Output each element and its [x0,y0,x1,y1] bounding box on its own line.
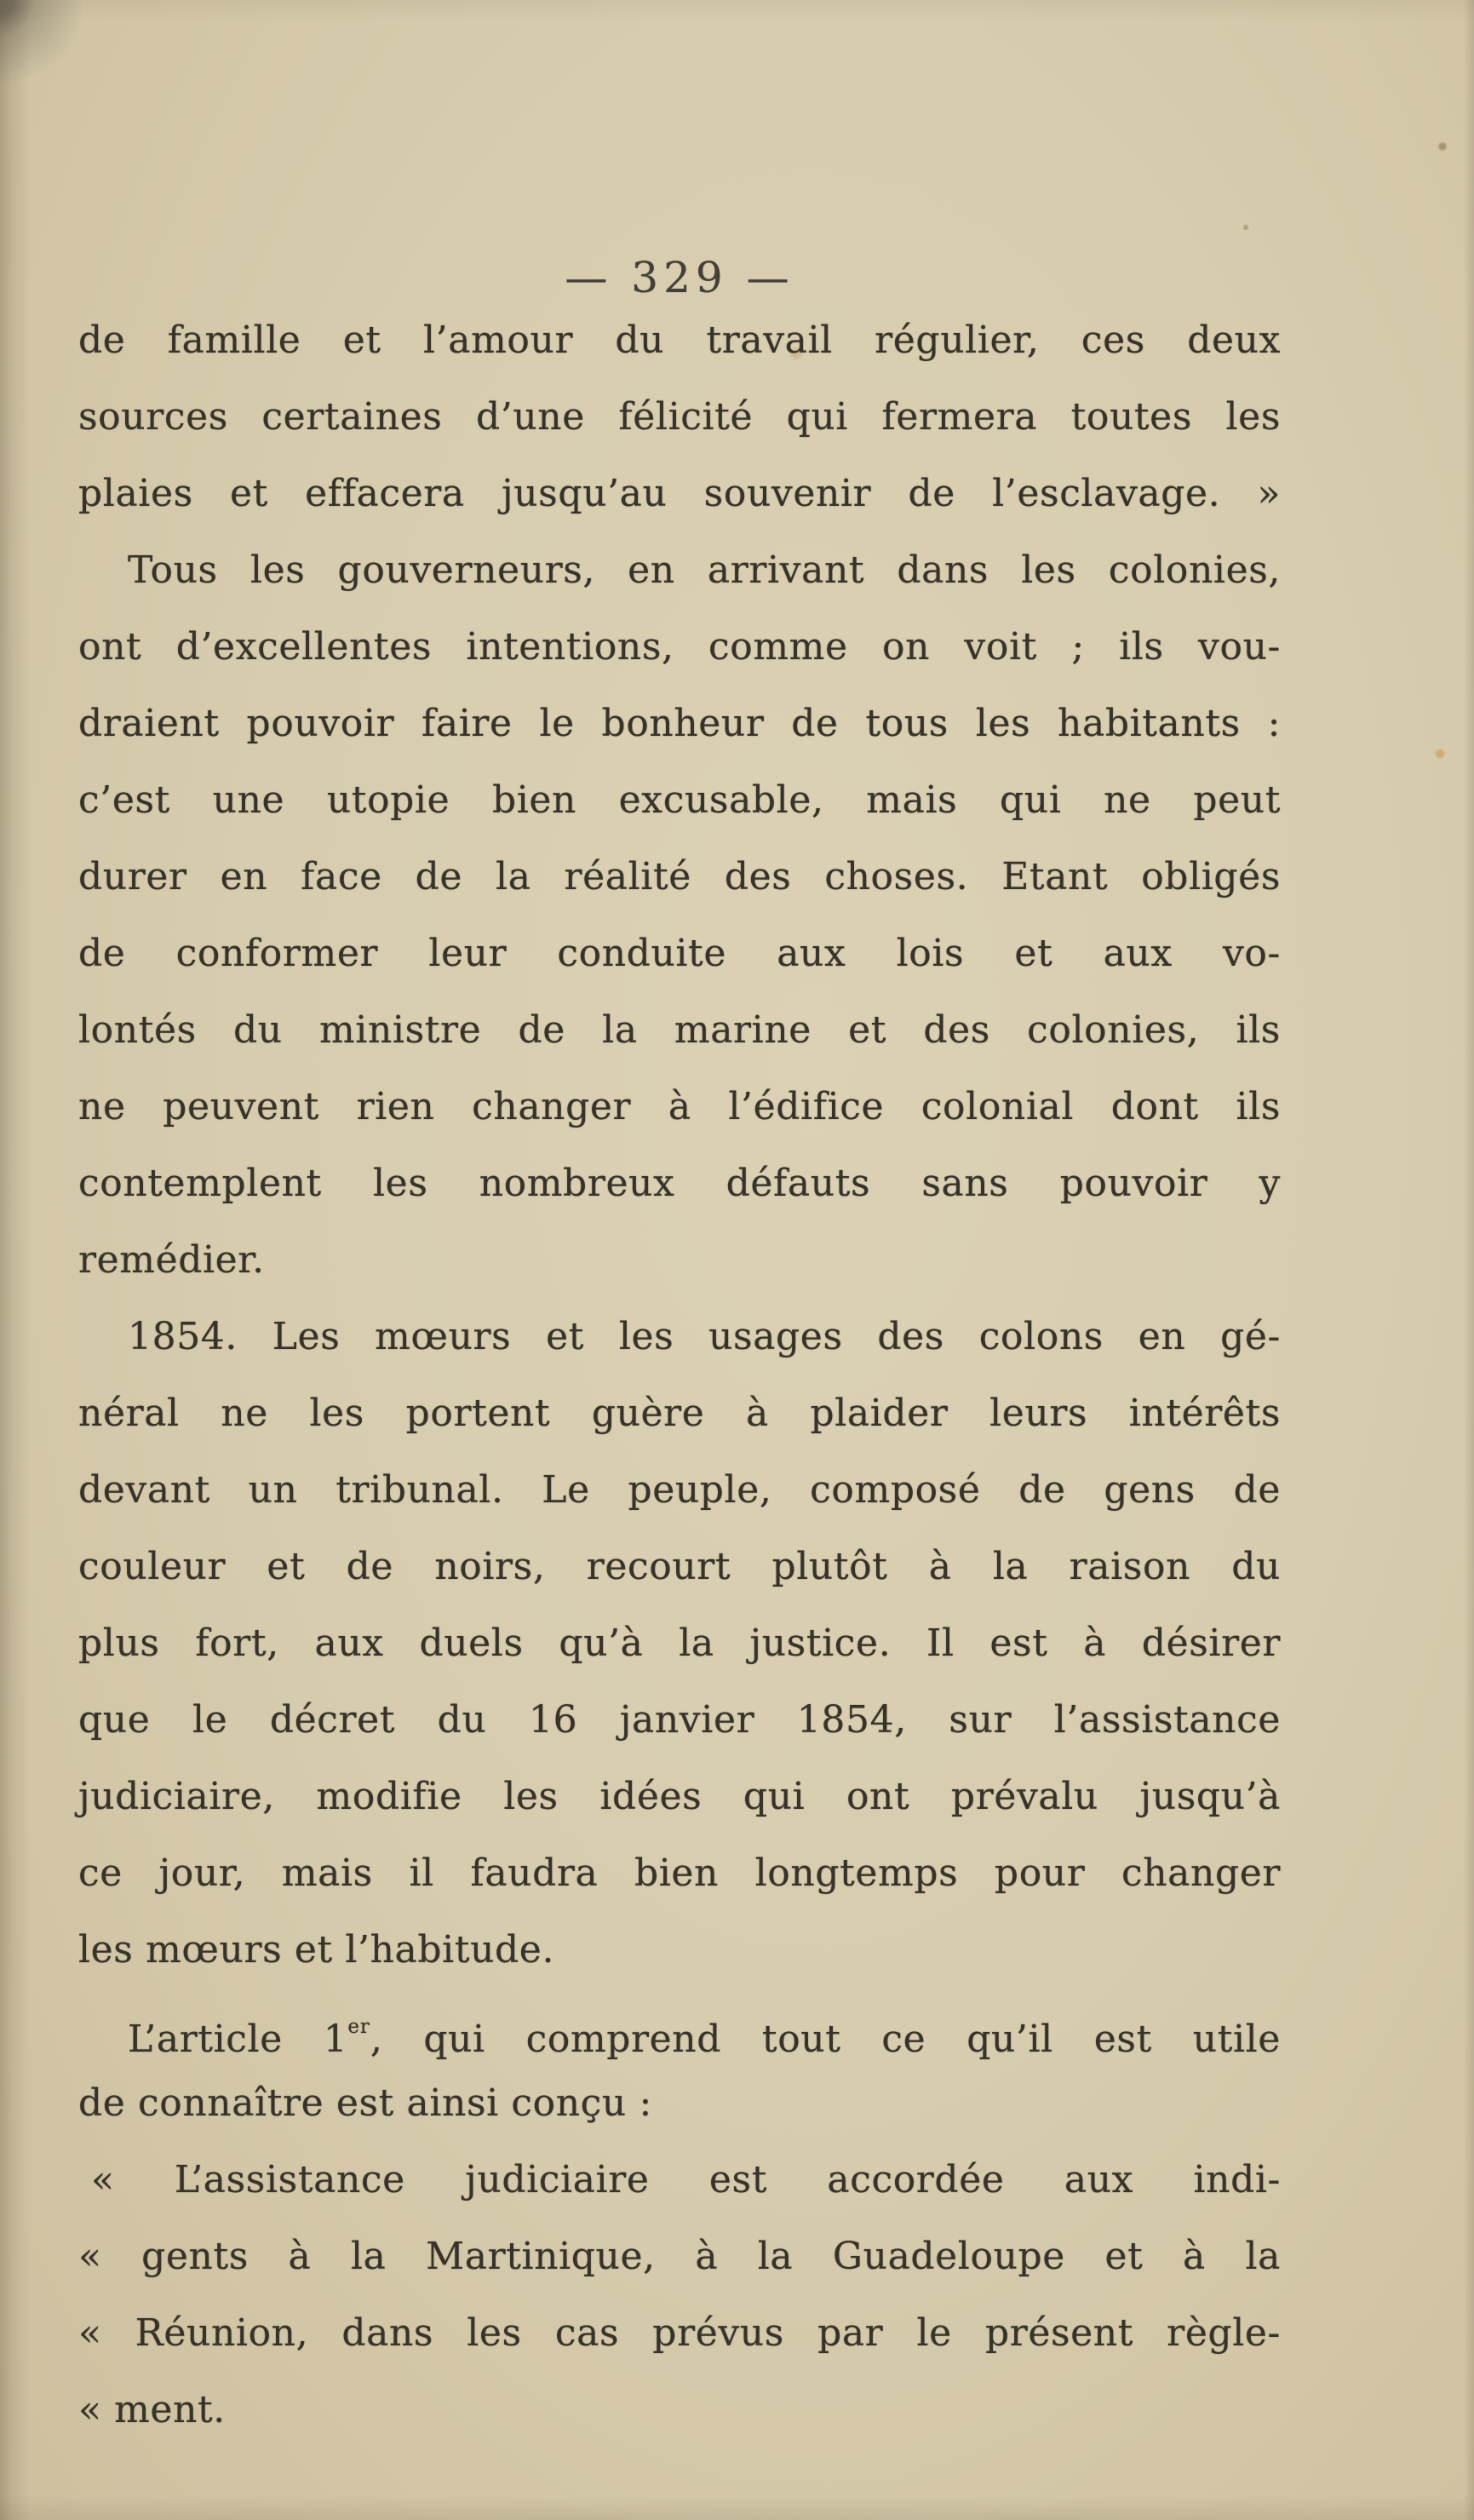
text-line: judiciaire, modifie les idées qui ont prévalu jusqu’à [78,1775,1281,1818]
text-line: c’est une utopie bien excusable, mais qui ne peut [78,778,1281,822]
text-line: contemplent les nombreux défauts sans pouvoir y [78,1162,1281,1205]
text-line: « ment. [78,2388,226,2431]
text-line: lontés du ministre de la marine et des colonies, ils [78,1008,1281,1052]
text-line: de conformer leur conduite aux lois et aux vo- [78,932,1281,975]
text-line: ce jour, mais il faudra bien longtemps pour changer [78,1851,1281,1895]
text-line: « L’assistance judiciaire est accordée aux indi- [91,2158,1281,2201]
text-line: de connaître est ainsi conçu : [78,2081,652,2125]
text-line: ne peuvent rien changer à l’édifice colonial dont ils [78,1085,1281,1128]
text-line: draient pouvoir faire le bonheur de tous les habitants : [78,702,1281,745]
page-text [78,302,1281,2448]
text-line: sources certaines d’une félicité qui fermera toutes les [78,395,1281,439]
text-line: 1854. Les mœurs et les usages des colons en gé- [128,1315,1281,1358]
text-line: néral ne les portent guère à plaider leurs intérêts [78,1392,1281,1435]
text-line: durer en face de la réalité des choses. Etant obligés [78,855,1281,898]
text-line: les mœurs et l’habitude. [78,1928,555,1972]
text-line: devant un tribunal. Le peuple, composé de gens de [78,1468,1281,1512]
text-line: L’article 1er, qui comprend tout ce qu’il est utile [128,2016,1281,2061]
text-line: ont d’excellentes intentions, comme on voit ; ils vou- [78,625,1281,669]
text-line: « gents à la Martinique, à la Guadeloupe et à la [78,2235,1281,2278]
page-number: — 329 — [565,253,794,302]
text-line: « Réunion, dans les cas prévus par le présent règle- [78,2311,1281,2355]
text-line: remédier. [78,1238,265,1282]
text-line: que le décret du 16 janvier 1854, sur l’assistance [78,1698,1281,1742]
text-line: plus fort, aux duels qu’à la justice. Il est à désirer [78,1622,1281,1665]
text-line: de famille et l’amour du travail régulier, ces deux [78,319,1281,362]
text-line: couleur et de noirs, recourt plutôt à la raison du [78,1545,1281,1588]
text-line: Tous les gouverneurs, en arrivant dans les colonies, [128,548,1281,592]
text-line: plaies et effacera jusqu’au souvenir de l’esclavage. » [78,472,1281,515]
